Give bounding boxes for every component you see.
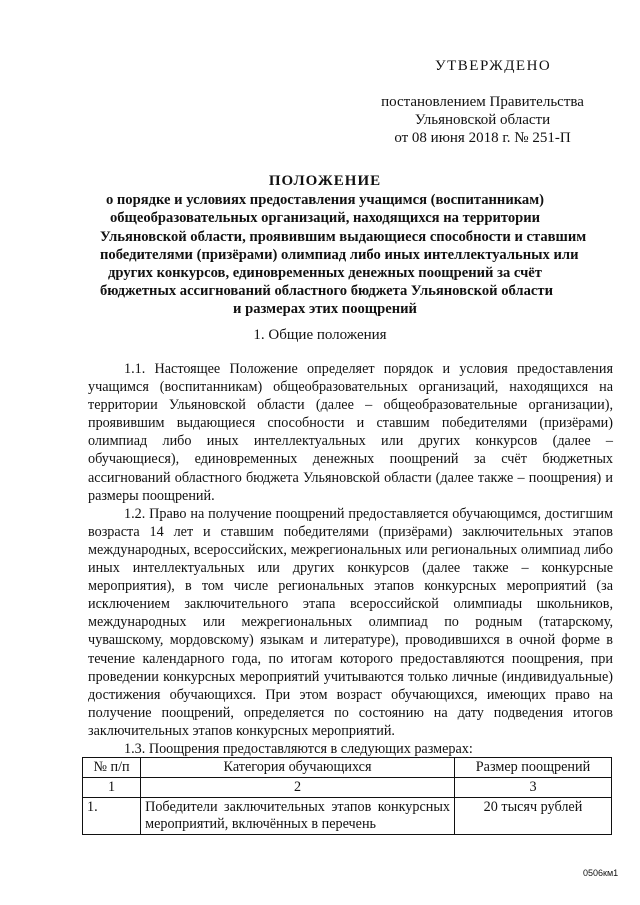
column-number: 3 [454,778,611,798]
decree-date-number: от 08 июня 2018 г. № 251-П [394,130,571,146]
title-line: о порядке и условиях предоставления учащимся (воспитанникам) [105,192,545,209]
document-title-block [100,172,587,319]
column-header-amount: Размер поощрений [454,758,611,778]
approval-stamp: УТВЕРЖДЕНО [435,58,552,74]
title-line: победителями (призёрами) олимпиад либо иных интеллектуальных или [100,246,579,263]
column-number: 1 [83,778,141,798]
table-column-numbers-row [83,778,612,798]
title-line: и размерах этих поощрений [233,301,417,318]
title-line: Ульяновской области, проявившим выдающиеся способности и ставшим [100,228,587,245]
decree-reference [360,93,605,147]
title-line: бюджетных ассигнований областного бюджета Ульяновской области [100,283,553,300]
column-header-category: Категория обучающихся [141,758,455,778]
rewards-table [82,757,612,835]
column-number: 2 [141,778,455,798]
row-amount: 20 тысяч рублей [454,798,611,835]
title-line: общеобразовательных организаций, находящихся на территории [109,210,541,227]
row-category: Победители заключительных этапов конкурсных мероприятий, включённых в перечень [141,798,455,835]
section-heading: 1. Общие положения [253,327,387,343]
paragraph-1-2: 1.2. Право на получение поощрений предоставляется обучающимся, достигшим возраста 14 лет и ставшим победителями (призёрами) заключительных этапов международных, всероссийских, межрегиональных или региональных олимпиад либо иных интеллектуальных или других конкурсов (далее также – конкурсные мероприятия), в том числе региональных этапов конкурсных мероприятий (за исключением заключительного этапа всероссийской олимпиады школьников, международных или межрегиональных олимпиад по родным (татарскому, чувашскому, мордовскому) языкам и литературе), проводившихся в очной форме в течение календарного года, по итогам которого предоставляются поощрения, при проведении конкурсных мероприятий учитываются только личные (индивидуальные) достижения обучающихся. При этом возраст обучающихся, имеющих право на получение поощрений, определяется по состоянию на дату подведения итогов заключительных этапов конкурсных мероприятий. [88,505,613,739]
decree-line: Ульяновской области [414,112,551,128]
decree-line: постановлением Правительства [381,94,584,110]
section-body [88,360,613,758]
column-header-number: № п/п [83,758,141,778]
title-line: других конкурсов, единовременных денежных поощрений за счёт [108,265,542,282]
document-title: ПОЛОЖЕНИЕ [268,173,382,189]
paragraph-1-3: 1.3. Поощрения предоставляются в следующих размерах: [124,740,473,757]
row-number: 1. [83,798,141,835]
table-header-row [83,758,612,778]
paragraph-1-1: 1.1. Настоящее Положение определяет порядок и условия предоставления учащимся (воспитанникам) общеобразовательных организаций, находящихся на территории Ульяновской области (далее – общеобразовательные организации), проявившим выдающиеся способности и ставшим победителями (призёрами) олимпиад либо иных интеллектуальных или других конкурсов (далее – обучающиеся), единовременных денежных поощрений за счёт бюджетных ассигнований областного бюджета Ульяновской области (далее также – поощрения) и размеры поощрений. [88,361,613,504]
document-code: 0506км1 [583,868,619,878]
table-row [83,798,612,835]
